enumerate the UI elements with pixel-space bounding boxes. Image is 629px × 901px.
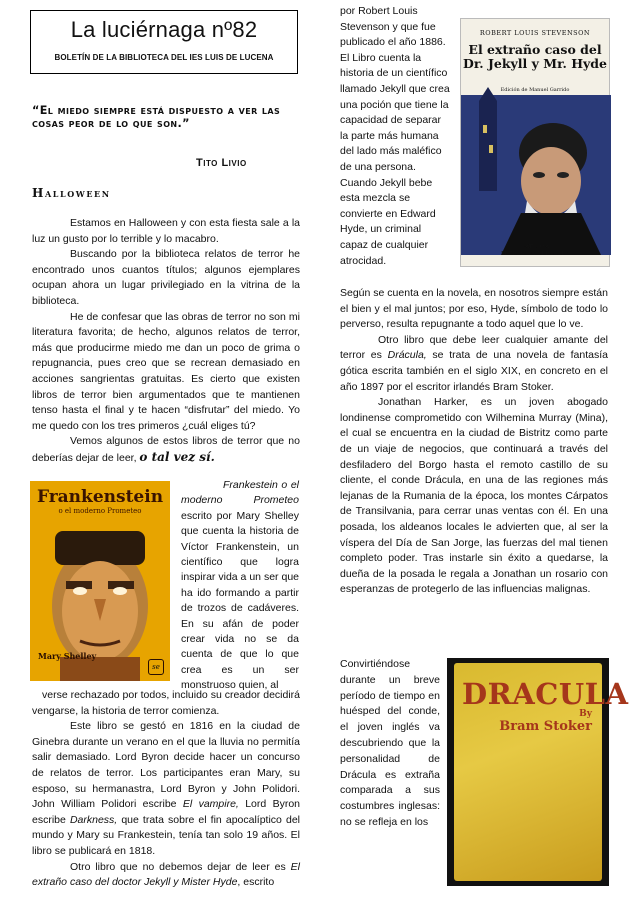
cover-title: Frankenstein — [36, 487, 164, 507]
cover-title: El extraño caso del Dr. Jekyll y Mr. Hyde — [463, 42, 607, 71]
dracula-description — [340, 657, 440, 831]
column-1-text — [32, 216, 300, 467]
collection-name: LETRAS UNIVERSALES — [501, 251, 569, 257]
cover-publisher — [461, 244, 609, 258]
paragraph: Según se cuenta en la novela, en nosotros siempre están el bien y el mal juntos; por eso, Hyde, símbolo de todo lo perverso, resulta repugnante a todo aquel que lo ve. — [340, 287, 608, 331]
cover-author: Bram Stoker — [499, 719, 592, 734]
frankenstein-description — [181, 478, 299, 694]
paragraph-text: Otro libro que debe leer cualquier amante del terror es — [340, 333, 608, 362]
cover-board — [454, 663, 629, 881]
paragraph: por Robert Louis Stevenson y que fue publicado el año 1886. El Libro cuenta la historia de un científico llamado Jekyll que crea una poción que tiene la capacidad de separar la parte más humana del lado más maléfico de una persona. Cuando Jekyll bebe esta mezcla se convierte en Edward Hyde, un criminal capaz de cualquier atrocidad. — [340, 5, 450, 267]
epigraph-quote — [32, 104, 298, 130]
hyde-portrait-icon — [461, 95, 611, 255]
cover-author: ROBERT LOUIS STEVENSON — [479, 29, 591, 37]
paragraph — [340, 333, 608, 395]
paragraph: Estamos en Halloween y con esta fiesta sale a la luz un gusto por lo terrible y lo macabro. — [32, 217, 300, 245]
paragraph-text: , escrito — [237, 876, 275, 889]
paragraph: Jonathan Harker, es un joven abogado londinense comprometido con Wilhemina Murray (Mina), el cual se encuentra en la ciudad de Bistritz como parte de un viaje de negocios, que continuará a través del desfiladero del Borgo hasta el remoto castillo de su cliente, el conde Drácula, en una de las regiones más lejanas de la Rumania de la época, los montes Cárpatos de Transilvania, para cerrar unas ventas con él. En una posada, los aldeanos locales le advierten que, al ser la víspera del Día de San Jorge, las fuerzas del mal tienen completo poder. Tras instarle sin éxito a quedarse, la dueña de la posada le regala a Jonathan un rosario con esperanzas de protegerlo de las influencias malignas. — [340, 396, 608, 596]
cover-by: By — [579, 709, 592, 719]
cover-editor: Edición de Manuel Garrido — [500, 87, 570, 93]
publisher-badge: se — [148, 659, 164, 675]
book-title: Darkness, — [69, 813, 118, 826]
paragraph-text: Lord Byron escribe — [32, 798, 300, 826]
paragraph-text: se trata de una novela de fantasía gótica escrita también en el siglo XIX, en concreto en el año 1897 por el escritor irlandés Bram Stoker. — [340, 349, 608, 393]
column-2-text — [340, 286, 608, 598]
cover-subtitle: o el moderno Prometeo — [58, 507, 142, 515]
paragraph-text: Vemos algunos de estos libros de terror que no deberías dejar de leer, — [32, 435, 300, 464]
section-title: Halloween — [32, 186, 111, 200]
publisher-name: CÁTEDRA — [520, 244, 550, 250]
paragraph — [32, 719, 300, 859]
cover-title: DRACULA — [462, 677, 629, 711]
paragraph: Convirtiéndose durante un breve período de tiempo en huésped del conde, el joven inglés va descubriendo que la personalidad de Drácula es extraña comparada a sus costumbres inglesas: no se refleja en los — [340, 658, 440, 828]
book-title: El extraño caso del doctor Jekyll y Mister Hyde — [32, 860, 300, 889]
paragraph-text: Otro libro que no debemos dejar de leer es — [70, 860, 291, 873]
paragraph-text: que trata sobre el fin apocalíptico del mundo y Mary su Frankestein, tenía tan solo 19 años. El libro se publicará en 1818. — [32, 813, 301, 857]
masthead — [30, 10, 298, 74]
quote-text: “El miedo siempre está dispuesto a ver las cosas peor de lo que son.” — [32, 104, 281, 130]
quote-author: Tito Livio — [196, 157, 247, 169]
jekyll-hyde-cover-image — [460, 18, 610, 267]
paragraph — [181, 478, 299, 694]
newsletter-subtitle: BOLETÍN DE LA BIBLIOTECA DEL IES LUIS DE LUCENA — [54, 53, 274, 62]
paragraph-text: escrito por Mary Shelley que cuenta la historia de Víctor Frankenstein, un científico que logra inspirar vida a un ser que ha ido formando a partir de trozos de cadáveres. En su afán de poder crear vida no se da cuenta de que lo que crea es un ser monstruoso quien, al — [181, 509, 299, 692]
paragraph — [32, 860, 300, 891]
column-1-continuation — [32, 688, 300, 891]
emphasis-text: o tal vez sí. — [139, 449, 215, 464]
paragraph: He de confesar que las obras de terror no son mi literatura favorita; de hecho, algunos relatos de terror, más que producirme miedo me dan un poco de grima o repugnancia, pues creo que se recrean demasiado en acciones sangrientas gratuitas. Es cierto que existen libros de terror bien argumentados que te mantienen tenso hasta el final y te hacen “disfrutar” del miedo. Yo me quedo con los tres primeros ¿cuál eliges tú? — [32, 310, 300, 432]
newsletter-title: La luciérnaga nº82 — [70, 17, 258, 42]
jekyll-description — [340, 4, 452, 269]
cover-author: Mary Shelley — [38, 651, 97, 661]
paragraph: verse rechazado por todos, incluido su creador decidirá vengarse, la historia de terror comienza. — [32, 689, 300, 717]
paragraph: Buscando por la biblioteca relatos de terror he encontrado unos cuantos títulos; algunos ejemplares ocupan ahora un lugar privilegiado en la vitrina de la biblioteca. — [32, 248, 300, 307]
frankenstein-cover-image — [30, 481, 170, 681]
book-title: Frankestein o el moderno Prometeo — [181, 479, 299, 507]
book-title: Drácula, — [387, 349, 427, 362]
paragraph — [32, 434, 300, 466]
dracula-cover-image — [447, 658, 629, 886]
book-title: El vampire, — [182, 798, 239, 811]
paragraph-text: Este libro se gestó en 1816 en la ciudad de Ginebra durante un verano en el que la lluvia no permitía salir demasiado. Lord Byron decide hacer un concurso de relatos de terror. Los participantes eran Mary, su esposo, su hermanastra, Lord Byron y John Polidori. John William Polidori escribe — [32, 720, 300, 811]
